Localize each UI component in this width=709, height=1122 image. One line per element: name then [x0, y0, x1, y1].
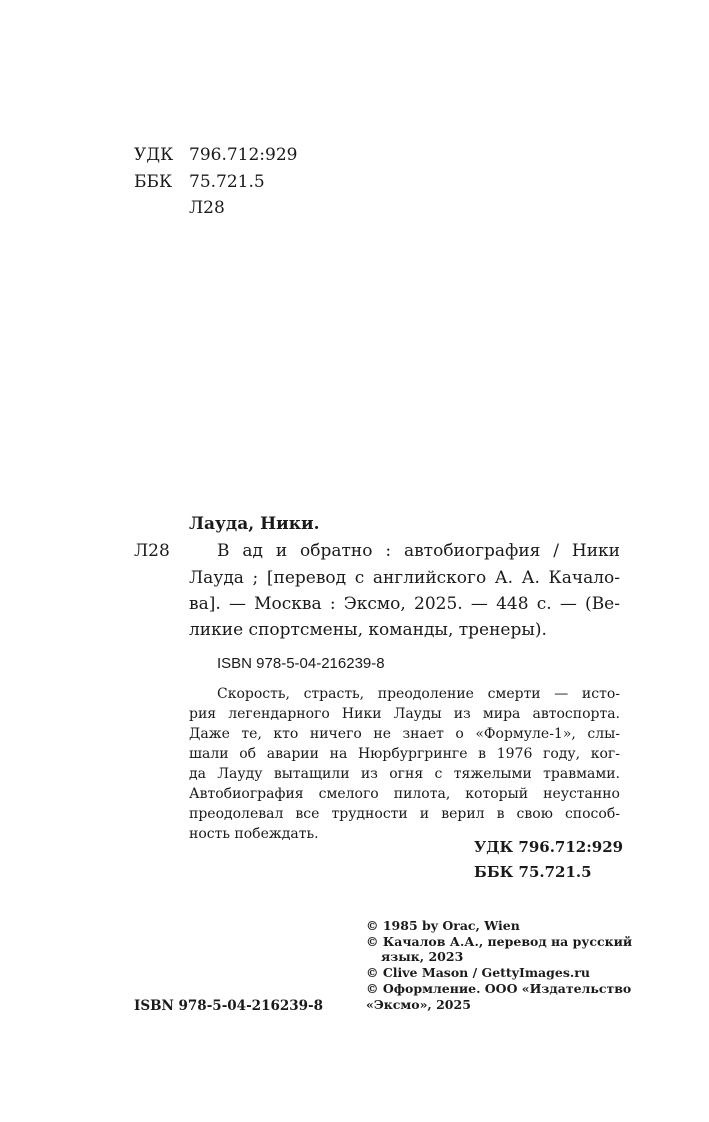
annotation-line-8: ность побеждать.: [189, 826, 319, 842]
udk-value: 796.712:929: [189, 145, 298, 165]
copyright-line-4: © Clive Mason / GettyImages.ru: [366, 965, 590, 980]
copyright-line-2: © Качалов А.А., перевод на русский: [366, 934, 633, 949]
copyright-block: [366, 918, 633, 1028]
annotation-line-4: шали об аварии на Нюрбургринге в 1976 году, ког-: [189, 746, 620, 762]
footer-isbn: ISBN 978-5-04-216239-8: [134, 998, 324, 1014]
entry-line-4: ликие спортсмены, команды, тренеры).: [189, 620, 547, 640]
udk-code: УДК 796.712:929: [474, 838, 624, 856]
author-mark-entry: Л28: [134, 541, 170, 561]
author-heading: Лауда, Ники.: [189, 514, 320, 534]
entry-line-3: ва]. — Москва : Эксмо, 2025. — 448 с. — (Ве-: [189, 594, 620, 614]
udk-label: УДК: [134, 145, 174, 165]
bbk-value: 75.721.5: [189, 172, 265, 192]
bbk-code: ББК 75.721.5: [474, 863, 592, 881]
copyright-line-5: © Оформление. ООО «Издательство: [366, 981, 632, 996]
annotation-line-2: рия легендарного Ники Лауды из мира автоспорта.: [189, 706, 620, 722]
annotation-line-1: Скорость, страсть, преодоление смерти — исто-: [217, 686, 620, 702]
copyright-line-3: язык, 2023: [381, 949, 464, 964]
annotation-line-3: Даже те, кто ничего не знает о «Формуле-1», слы-: [189, 726, 620, 742]
entry-isbn: ISBN 978-5-04-216239-8: [217, 655, 385, 672]
annotation-line-7: преодолевал все трудности и верил в свою способ-: [189, 806, 620, 822]
copyright-line-1: © 1985 by Orac, Wien: [366, 918, 520, 933]
copyright-line-6: «Эксмо», 2025: [366, 997, 471, 1012]
author-mark-top: Л28: [189, 198, 225, 218]
entry-line-2: Лауда ; [перевод с английского А. А. Качало-: [189, 568, 620, 588]
entry-line-1: В ад и обратно : автобиография / Ники: [217, 541, 620, 561]
annotation-line-6: Автобиография смелого пилота, который неустанно: [189, 786, 620, 802]
bbk-label: ББК: [134, 172, 173, 192]
classification-block: [134, 143, 354, 223]
annotation-line-5: да Лауду вытащили из огня с тяжелыми травмами.: [189, 766, 620, 782]
